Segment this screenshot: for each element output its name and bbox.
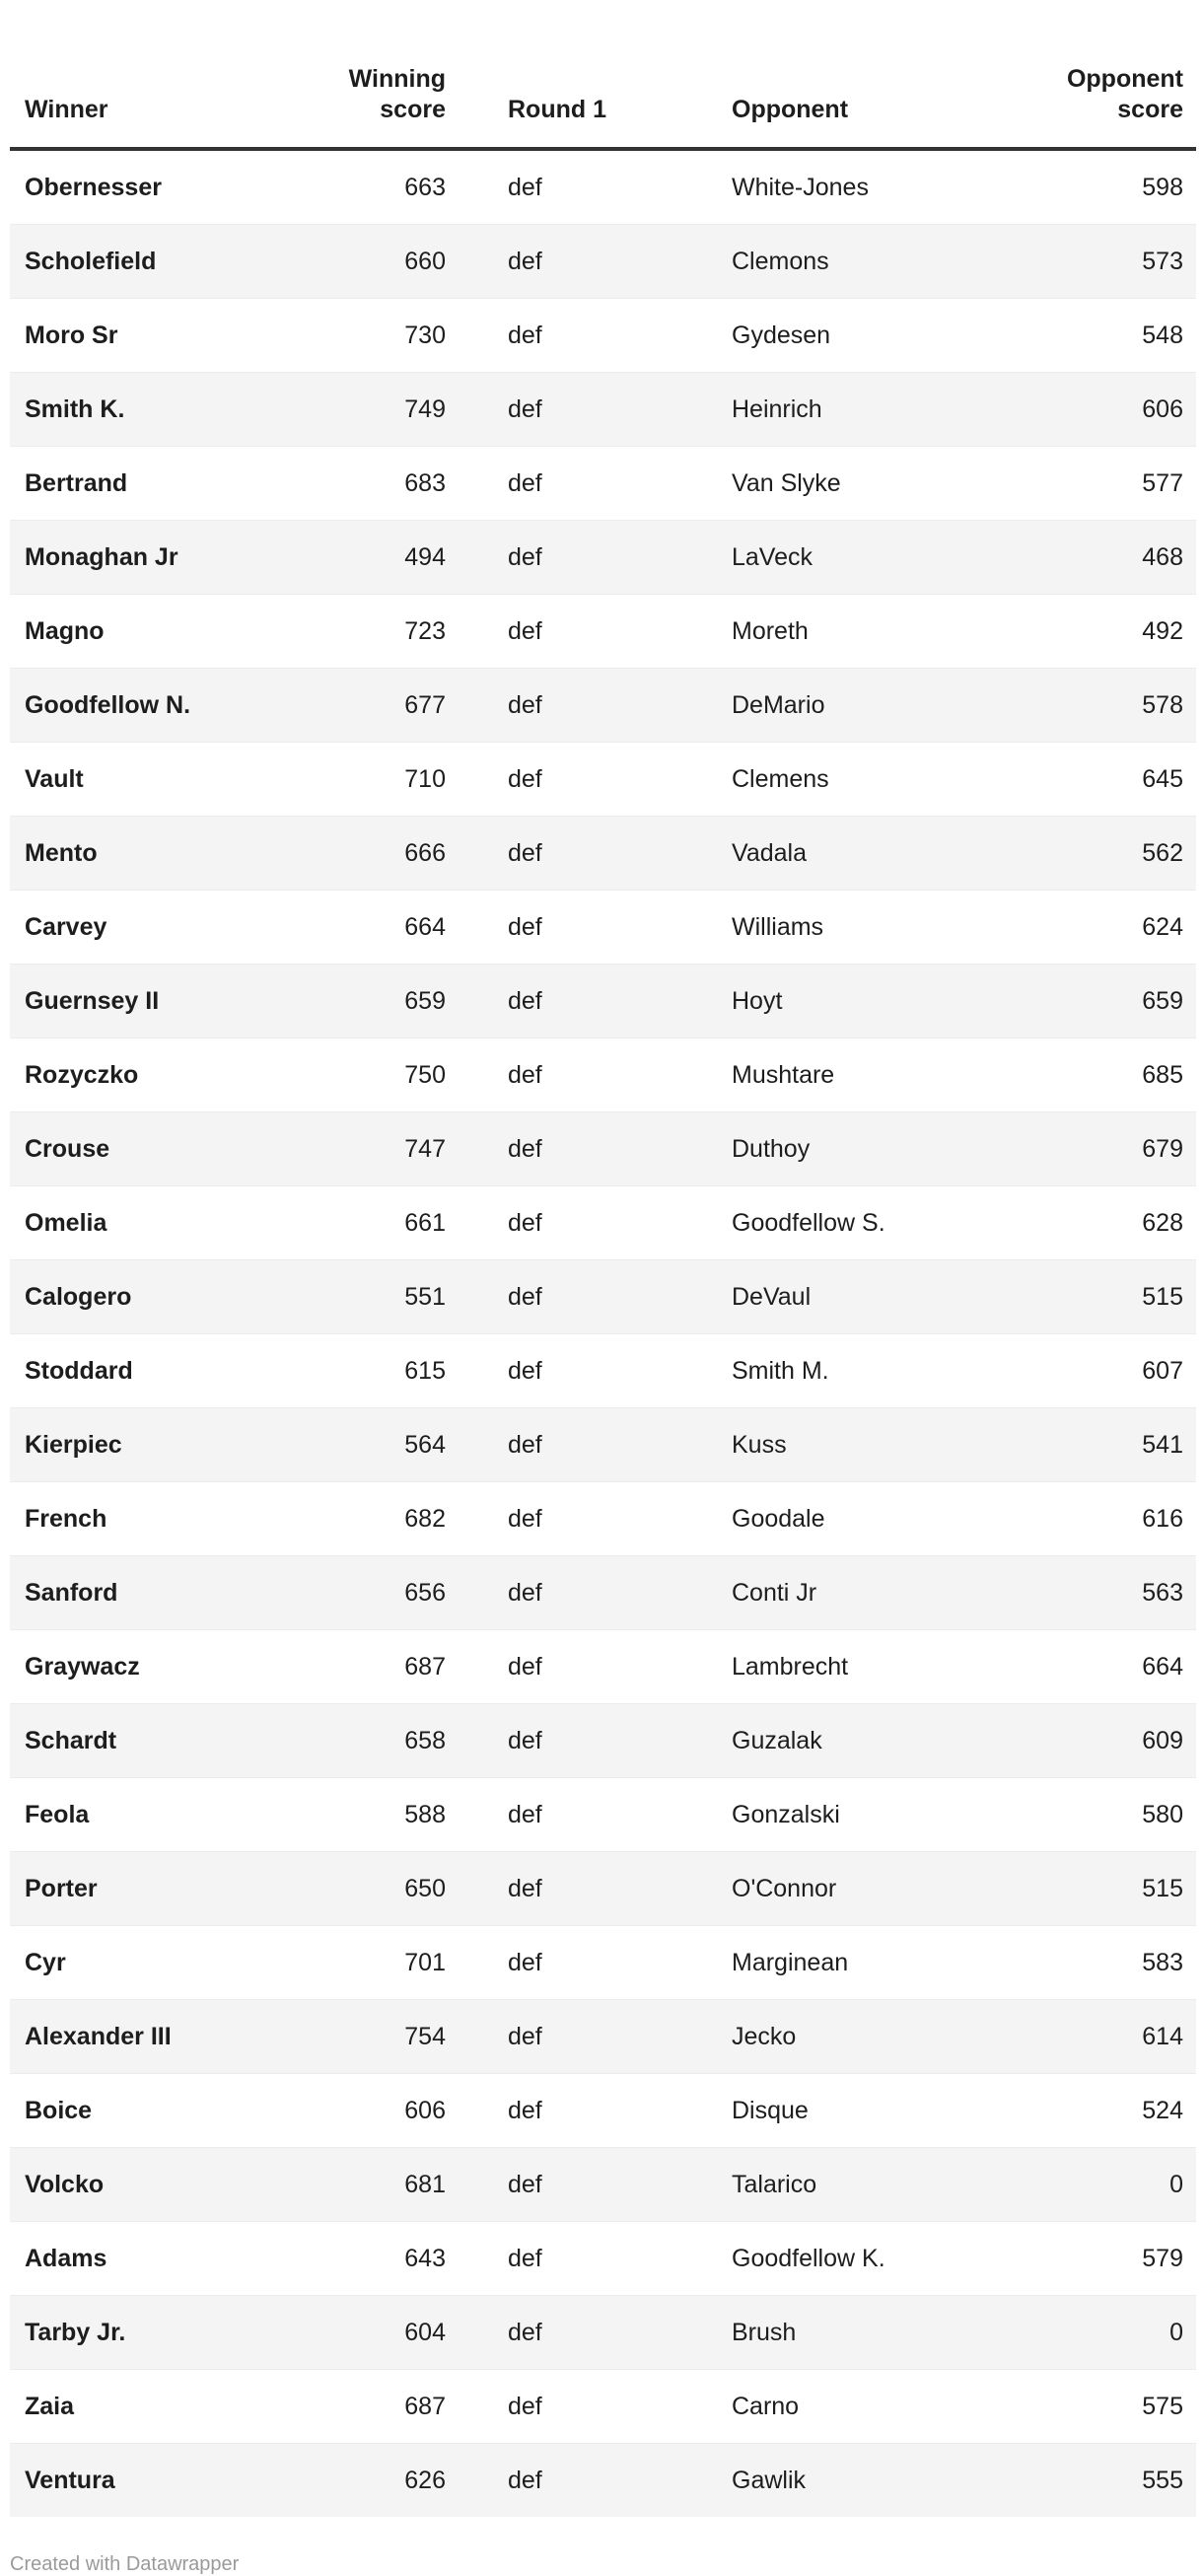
winner-cell: Adams — [25, 2244, 107, 2272]
opponent-score-cell: 645 — [1142, 764, 1183, 793]
winning-score-cell: 747 — [404, 1134, 446, 1163]
winner-cell: Zaia — [25, 2392, 75, 2420]
winner-cell: Vault — [25, 764, 84, 793]
round-cell: def — [508, 2170, 542, 2198]
opponent-score-cell: 563 — [1142, 1578, 1183, 1607]
winning-score-cell: 494 — [404, 542, 446, 571]
table-row — [10, 817, 1196, 891]
winning-score-cell: 749 — [404, 394, 446, 423]
opponent-cell: Marginean — [732, 1948, 849, 1976]
column-header-winner — [10, 0, 335, 149]
table-row — [10, 743, 1196, 817]
opponent-cell: Disque — [732, 2096, 809, 2124]
opponent-cell: Clemens — [732, 764, 829, 793]
table-row — [10, 1260, 1196, 1334]
winning-score-cell: 687 — [404, 1652, 446, 1681]
opponent-cell: Kuss — [732, 1430, 787, 1459]
opponent-cell: Guzalak — [732, 1726, 822, 1754]
opponent-cell: Gonzalski — [732, 1800, 840, 1828]
winning-score-cell: 681 — [404, 2170, 446, 2198]
opponent-cell: Hoyt — [732, 986, 783, 1015]
table-row — [10, 891, 1196, 965]
winner-cell: Kierpiec — [25, 1430, 122, 1459]
round-cell: def — [508, 1578, 542, 1607]
winning-score-cell: 659 — [404, 986, 446, 1015]
opponent-score-cell: 515 — [1142, 1282, 1183, 1311]
round-cell: def — [508, 2466, 542, 2494]
table-row — [10, 225, 1196, 299]
round-cell: def — [508, 1504, 542, 1533]
opponent-score-cell: 555 — [1142, 2466, 1183, 2494]
results-table — [10, 0, 1196, 2517]
winning-score-cell: 683 — [404, 468, 446, 497]
round-cell: def — [508, 986, 542, 1015]
opponent-score-cell: 609 — [1142, 1726, 1183, 1754]
table-row — [10, 669, 1196, 743]
table-row — [10, 1482, 1196, 1556]
column-header-opponent-label: Opponent — [732, 96, 849, 123]
winner-cell: Omelia — [25, 1208, 107, 1237]
opponent-cell: Carno — [732, 2392, 800, 2420]
column-header-round-1-label: Round 1 — [508, 96, 606, 123]
table-row — [10, 2296, 1196, 2370]
credit-line — [10, 2552, 1203, 2576]
winning-score-cell: 682 — [404, 1504, 446, 1533]
winner-cell: Guernsey II — [25, 986, 160, 1015]
round-cell: def — [508, 1726, 542, 1754]
opponent-cell: Mushtare — [732, 1060, 835, 1089]
table-row — [10, 149, 1196, 225]
opponent-cell: White-Jones — [732, 173, 869, 201]
winning-score-cell: 660 — [404, 247, 446, 275]
table-row — [10, 2000, 1196, 2074]
table-row — [10, 1112, 1196, 1186]
winning-score-cell: 663 — [404, 173, 446, 201]
table-row — [10, 1038, 1196, 1112]
winner-cell: Volcko — [25, 2170, 105, 2198]
opponent-score-cell: 515 — [1142, 1874, 1183, 1902]
winning-score-cell: 615 — [404, 1356, 446, 1385]
round-cell: def — [508, 394, 542, 423]
table-row — [10, 373, 1196, 447]
winner-cell: Bertrand — [25, 468, 128, 497]
winner-cell: Graywacz — [25, 1652, 140, 1681]
round-cell: def — [508, 1282, 542, 1311]
winning-score-cell: 754 — [404, 2022, 446, 2050]
opponent-score-cell: 578 — [1142, 690, 1183, 719]
round-cell: def — [508, 1060, 542, 1089]
opponent-cell: Duthoy — [732, 1134, 811, 1163]
opponent-score-cell: 541 — [1142, 1430, 1183, 1459]
opponent-score-cell: 607 — [1142, 1356, 1183, 1385]
opponent-score-cell: 664 — [1142, 1652, 1183, 1681]
opponent-score-cell: 583 — [1142, 1948, 1183, 1976]
round-cell: def — [508, 1948, 542, 1976]
table-row — [10, 1630, 1196, 1704]
opponent-cell: DeVaul — [732, 1282, 812, 1311]
opponent-score-cell: 492 — [1142, 616, 1183, 645]
opponent-cell: DeMario — [732, 690, 825, 719]
opponent-score-cell: 679 — [1142, 1134, 1183, 1163]
datawrapper-credit-link[interactable]: Created with Datawrapper — [10, 2553, 240, 2575]
table-row — [10, 1186, 1196, 1260]
opponent-score-cell: 577 — [1142, 468, 1183, 497]
opponent-score-cell: 548 — [1142, 321, 1183, 349]
table-header — [10, 0, 1196, 149]
round-cell: def — [508, 764, 542, 793]
round-cell: def — [508, 542, 542, 571]
round-cell: def — [508, 321, 542, 349]
table-row — [10, 2148, 1196, 2222]
opponent-score-cell: 614 — [1142, 2022, 1183, 2050]
winner-cell: Moro Sr — [25, 321, 118, 349]
winning-score-cell: 604 — [404, 2318, 446, 2346]
table-row — [10, 595, 1196, 669]
opponent-cell: Vadala — [732, 838, 807, 867]
winner-cell: French — [25, 1504, 107, 1533]
winning-score-cell: 606 — [404, 2096, 446, 2124]
column-header-opponent-score-label: Opponent score — [1066, 65, 1183, 123]
winning-score-cell: 687 — [404, 2392, 446, 2420]
opponent-score-cell: 573 — [1142, 247, 1183, 275]
table-row — [10, 2444, 1196, 2518]
opponent-score-cell: 659 — [1142, 986, 1183, 1015]
column-header-winning-score-label: Winning score — [348, 65, 446, 123]
round-cell: def — [508, 1874, 542, 1902]
winning-score-cell: 626 — [404, 2466, 446, 2494]
opponent-score-cell: 598 — [1142, 173, 1183, 201]
opponent-score-cell: 606 — [1142, 394, 1183, 423]
opponent-score-cell: 524 — [1142, 2096, 1183, 2124]
opponent-score-cell: 468 — [1142, 542, 1183, 571]
round-cell: def — [508, 2244, 542, 2272]
winning-score-cell: 750 — [404, 1060, 446, 1089]
opponent-score-cell: 575 — [1142, 2392, 1183, 2420]
round-cell: def — [508, 2022, 542, 2050]
table-row — [10, 521, 1196, 595]
winner-cell: Monaghan Jr — [25, 542, 178, 571]
opponent-score-cell: 616 — [1142, 1504, 1183, 1533]
column-header-round-1 — [446, 0, 732, 149]
table-row — [10, 1334, 1196, 1408]
winning-score-cell: 551 — [404, 1282, 446, 1311]
table-row — [10, 2074, 1196, 2148]
winning-score-cell: 666 — [404, 838, 446, 867]
opponent-score-cell: 580 — [1142, 1800, 1183, 1828]
winning-score-cell: 650 — [404, 1874, 446, 1902]
column-header-opponent — [732, 0, 986, 149]
winner-cell: Porter — [25, 1874, 98, 1902]
winning-score-cell: 710 — [404, 764, 446, 793]
winning-score-cell: 588 — [404, 1800, 446, 1828]
opponent-cell: Goodale — [732, 1504, 825, 1533]
round-cell: def — [508, 2096, 542, 2124]
round-cell: def — [508, 1652, 542, 1681]
winner-cell: Schardt — [25, 1726, 117, 1754]
round-cell: def — [508, 616, 542, 645]
table-row — [10, 1556, 1196, 1630]
round-cell: def — [508, 468, 542, 497]
column-header-winner-label: Winner — [25, 96, 108, 123]
round-cell: def — [508, 1800, 542, 1828]
opponent-cell: Smith M. — [732, 1356, 829, 1385]
opponent-cell: Gawlik — [732, 2466, 807, 2494]
round-cell: def — [508, 690, 542, 719]
header-row — [10, 0, 1196, 149]
winner-cell: Alexander III — [25, 2022, 172, 2050]
opponent-cell: O'Connor — [732, 1874, 837, 1902]
table-row — [10, 965, 1196, 1038]
winning-score-cell: 701 — [404, 1948, 446, 1976]
opponent-cell: Van Slyke — [732, 468, 841, 497]
table-row — [10, 447, 1196, 521]
opponent-cell: Gydesen — [732, 321, 831, 349]
winner-cell: Magno — [25, 616, 105, 645]
opponent-cell: Lambrecht — [732, 1652, 849, 1681]
round-cell: def — [508, 173, 542, 201]
table-row — [10, 2370, 1196, 2444]
round-cell: def — [508, 912, 542, 941]
winning-score-cell: 564 — [404, 1430, 446, 1459]
winning-score-cell: 656 — [404, 1578, 446, 1607]
opponent-score-cell: 562 — [1142, 838, 1183, 867]
opponent-cell: Heinrich — [732, 394, 822, 423]
round-cell: def — [508, 1430, 542, 1459]
table-row — [10, 2222, 1196, 2296]
round-cell: def — [508, 247, 542, 275]
round-cell: def — [508, 2392, 542, 2420]
opponent-cell: Brush — [732, 2318, 797, 2346]
winner-cell: Scholefield — [25, 247, 157, 275]
opponent-score-cell: 685 — [1142, 1060, 1183, 1089]
winning-score-cell: 664 — [404, 912, 446, 941]
round-cell: def — [508, 1356, 542, 1385]
winning-score-cell: 661 — [404, 1208, 446, 1237]
column-header-opponent-score — [986, 0, 1196, 149]
winning-score-cell: 658 — [404, 1726, 446, 1754]
winner-cell: Tarby Jr. — [25, 2318, 126, 2346]
winner-cell: Goodfellow N. — [25, 690, 191, 719]
winner-cell: Rozyczko — [25, 1060, 139, 1089]
opponent-cell: Conti Jr — [732, 1578, 817, 1607]
winner-cell: Carvey — [25, 912, 107, 941]
table-row — [10, 1778, 1196, 1852]
opponent-cell: Talarico — [732, 2170, 817, 2198]
opponent-cell: Williams — [732, 912, 824, 941]
opponent-cell: Moreth — [732, 616, 809, 645]
winner-cell: Crouse — [25, 1134, 110, 1163]
table-row — [10, 299, 1196, 373]
opponent-cell: Jecko — [732, 2022, 797, 2050]
round-cell: def — [508, 838, 542, 867]
winning-score-cell: 730 — [404, 321, 446, 349]
round-cell: def — [508, 2318, 542, 2346]
winner-cell: Feola — [25, 1800, 90, 1828]
winner-cell: Sanford — [25, 1578, 118, 1607]
opponent-cell: Clemons — [732, 247, 829, 275]
opponent-score-cell: 0 — [1169, 2170, 1183, 2198]
table-row — [10, 1852, 1196, 1926]
table-body — [10, 149, 1196, 2517]
opponent-cell: Goodfellow K. — [732, 2244, 885, 2272]
opponent-score-cell: 628 — [1142, 1208, 1183, 1237]
opponent-score-cell: 624 — [1142, 912, 1183, 941]
table-row — [10, 1926, 1196, 2000]
table-row — [10, 1704, 1196, 1778]
winner-cell: Mento — [25, 838, 98, 867]
winner-cell: Boice — [25, 2096, 93, 2124]
winner-cell: Stoddard — [25, 1356, 133, 1385]
winner-cell: Obernesser — [25, 173, 162, 201]
winning-score-cell: 723 — [404, 616, 446, 645]
winner-cell: Cyr — [25, 1948, 66, 1976]
column-header-winning-score — [335, 0, 446, 149]
winner-cell: Calogero — [25, 1282, 132, 1311]
winner-cell: Ventura — [25, 2466, 115, 2494]
round-cell: def — [508, 1134, 542, 1163]
table-row — [10, 1408, 1196, 1482]
opponent-score-cell: 0 — [1169, 2318, 1183, 2346]
winning-score-cell: 677 — [404, 690, 446, 719]
opponent-cell: LaVeck — [732, 542, 814, 571]
opponent-cell: Goodfellow S. — [732, 1208, 885, 1237]
opponent-score-cell: 579 — [1142, 2244, 1183, 2272]
winner-cell: Smith K. — [25, 394, 125, 423]
round-cell: def — [508, 1208, 542, 1237]
winning-score-cell: 643 — [404, 2244, 446, 2272]
